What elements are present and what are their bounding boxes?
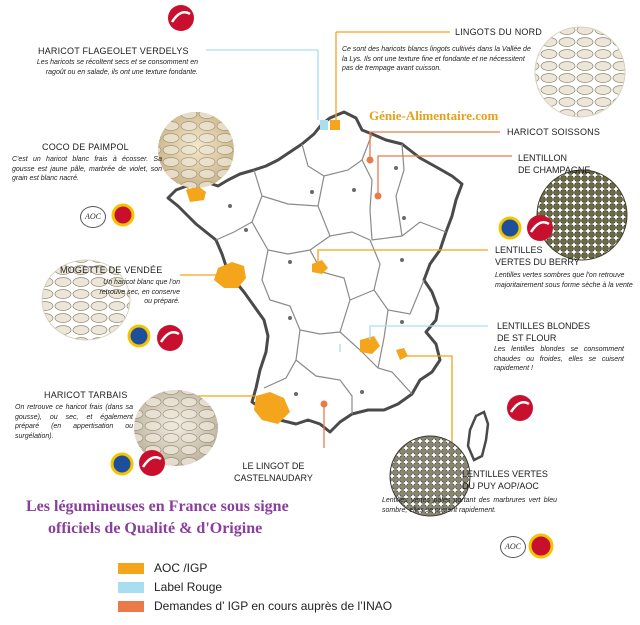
label-rouge-badge-berry	[527, 215, 553, 241]
label-berry	[495, 244, 580, 268]
photo-paimpol-beans	[158, 112, 234, 188]
label-champagne-line1: LENTILLON	[518, 153, 568, 163]
label-champagne	[518, 152, 590, 176]
label-tarbais: HARICOT TARBAIS	[44, 390, 128, 400]
label-lingots: LINGOTS DU NORD	[455, 27, 543, 37]
desc-berry: Lentilles vertes sombres que l'on retrouve majoritairement sous forme sèche à la vente	[495, 272, 633, 289]
desc-vendee: Un haricot blanc que l'on retrouve sec, en conserve ou préparé.	[99, 279, 180, 305]
igp-seal-vendee	[129, 326, 149, 346]
label-rouge-badge-tarbais	[139, 450, 165, 476]
label-puy-line2: DU PUY AOP/AOC	[462, 481, 539, 491]
label-soissons: HARICOT SOISSONS	[507, 127, 601, 137]
desc-lingots: Ce sont des haricots blancs lingots cultivés dans la Vallée de la Lys. Ils ont une texture fine et fondante et ne nécessitent pas de trempage avant cuisson.	[342, 46, 531, 72]
label-rouge-badge-stflour	[507, 395, 533, 421]
label-castelnaudary-line2: CASTELNAUDARY	[234, 473, 313, 483]
label-paimpol: COCO DE PAIMPOL	[42, 142, 129, 152]
aop-seal-puy	[530, 535, 552, 557]
desc-stflour: Les lentilles blondes se consomment chaudes ou froides, elles se cuisent rapidement !	[494, 346, 624, 372]
watermark: Génie-Alimentaire.com	[369, 108, 499, 123]
corsica-outline	[468, 412, 488, 460]
label-stflour-line1: LENTILLES BLONDES	[497, 321, 591, 331]
desc-paimpol: C'est un haricot blanc frais à écosser. Sa gousse est jaune pâle, marbrée de violet, son grain est blanc nacré.	[12, 156, 162, 182]
label-rouge-badge-vendee	[157, 325, 183, 351]
region-lingots	[330, 120, 340, 130]
desc-puy: Lentilles vertes pâles portant des marbrures vert bleu sombre, elles se cuisent rapidement.	[382, 497, 557, 514]
igp-seal-tarbais	[112, 454, 132, 474]
legend-item-igp-pending	[118, 599, 392, 613]
label-puy-line1: LENTILLES VERTES	[462, 469, 548, 479]
photo-lingots-beans	[535, 27, 625, 117]
desc-tarbais: On retrouve ce haricot frais (dans sa gousse), ou sec, et également préparé (en appertisation ou surgélation).	[15, 404, 133, 440]
region-label-rouge-nord	[320, 120, 328, 130]
aoc-badge-paimpol: AOC	[80, 206, 106, 228]
legend-label-aoc-igp: AOC /IGP	[154, 561, 208, 575]
desc-flageolet: Les haricots se récoltent secs et se consomment en ragoût ou en salade, ils ont une texture fondante.	[36, 59, 198, 76]
label-castelnaudary	[234, 460, 313, 484]
label-champagne-line2: DE CHAMPAGNE	[518, 165, 591, 175]
label-stflour-line2: DE ST FLOUR	[497, 333, 557, 343]
map-title-line2: officiels de Qualité & d'Origine	[48, 520, 263, 537]
label-flageolet: HARICOT FLAGEOLET VERDELYS	[38, 46, 189, 56]
legend-swatch-igp-pending	[118, 601, 144, 612]
map-title-line1: Les légumineuses en France sous signe	[26, 498, 289, 515]
legend-item-label-rouge	[118, 580, 222, 594]
legend-label-label-rouge: Label Rouge	[154, 580, 223, 594]
label-stflour	[497, 320, 590, 344]
label-rouge-badge-top	[168, 5, 194, 31]
legend-item-aoc-igp	[118, 561, 207, 575]
aoc-badge-puy: AOC	[500, 536, 526, 558]
igp-seal-berry	[500, 218, 520, 238]
label-berry-line1: LENTILLES	[495, 245, 543, 255]
legend-swatch-aoc-igp	[118, 563, 144, 574]
label-berry-line2: VERTES DU BERRY	[495, 257, 580, 267]
aop-seal-paimpol	[113, 205, 133, 225]
legend-label-igp-pending: Demandes d’ IGP en cours auprès de l’INAO	[154, 599, 393, 613]
label-castelnaudary-line1: LE LINGOT DE	[242, 461, 305, 471]
label-puy	[462, 468, 548, 492]
legend-swatch-label-rouge	[118, 582, 144, 593]
label-vendee: MOGETTE DE VENDÉE	[60, 265, 163, 275]
